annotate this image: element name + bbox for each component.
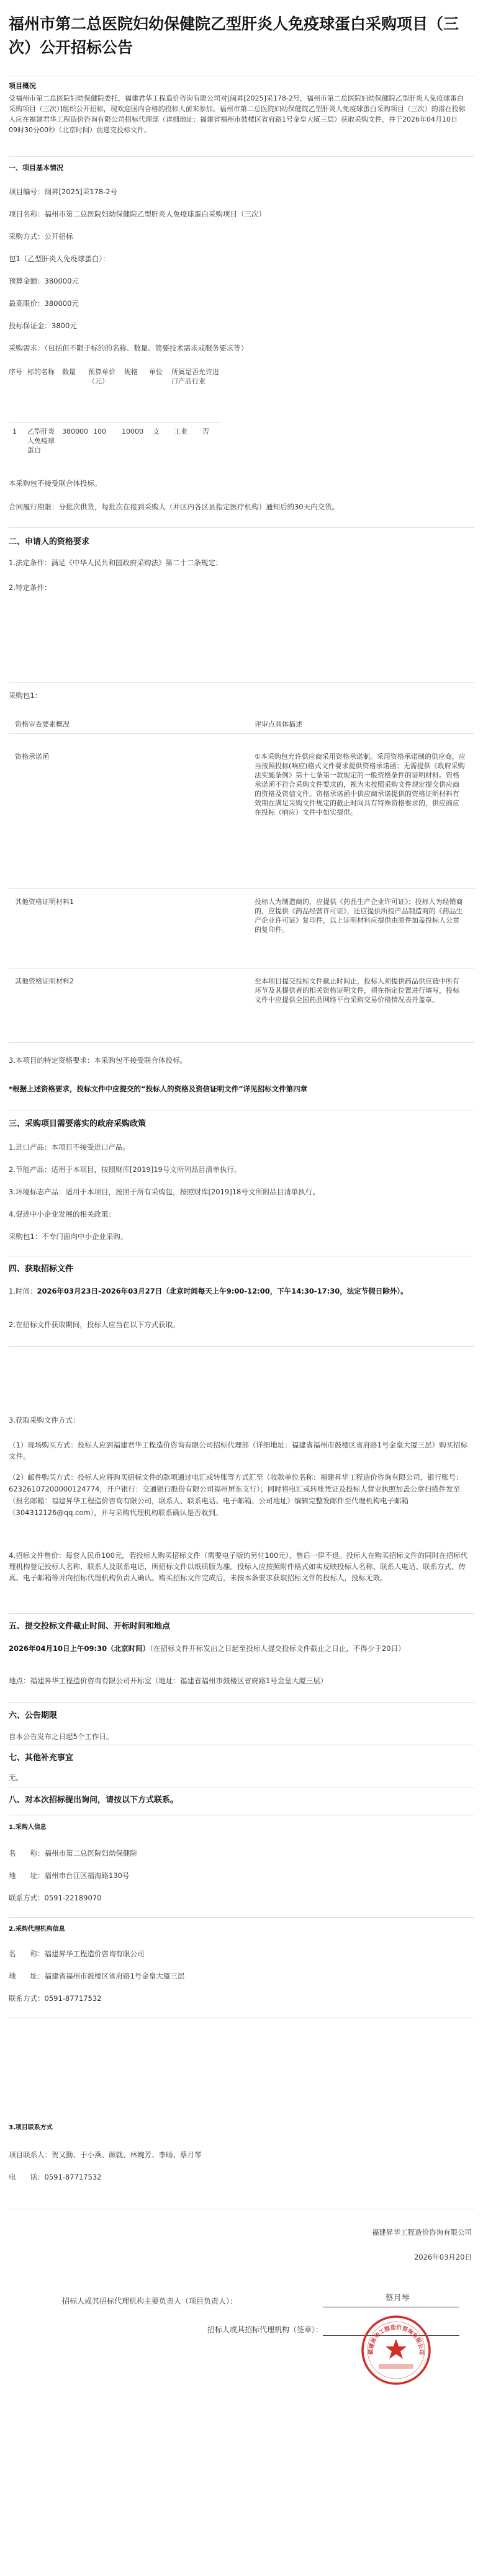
divider [9,888,474,889]
table-head-item: 标的名称 [27,368,55,376]
section-2-heading: 二、申请人的资格要求 [9,537,90,547]
table-cell-qty: 380000 [62,427,88,436]
other-matters: 无。 [9,1773,23,1782]
project-contact-title: 3.项目联系方式 [9,2124,53,2131]
bid-bond: 投标保证金：3800元 [9,321,77,330]
way-onsite: （1）现场购买方式：投标人应到福建君华工程造价咨询有限公司招标代理部（详细地址：福建省福州市鼓楼区省府路1号金皇大厦三层）购买招标文件。 [9,1441,468,1460]
policy-item: 2.节能产品：适用于本项目，按照财库[2019]19号文所列品目清单执行。 [9,1165,242,1174]
table-head-index: 序号 [9,368,22,376]
tender-time-label: 1.时间： [9,1287,37,1295]
table-cell-import: 否 [202,427,209,436]
agency-contact: 联系方式：0591-87717532 [9,1994,102,2003]
package-1-label: 包1（乙型肝炎人免疫球蛋白）： [9,254,110,263]
purchaser-name: 名 称：福州市第二总医院妇幼保健院 [9,1849,137,1858]
table-head-unit: 单位 [149,368,163,376]
agency-name: 名 称：福建昇华工程造价咨询有限公司 [9,1949,145,1958]
agency-info-title: 2.采购代理机构信息 [9,1926,65,1933]
table-cell-index: 1 [12,427,17,436]
section-3-heading: 三、采购项目需要落实的政府采购政策 [9,1119,147,1129]
tender-time [9,1286,468,1297]
divider [9,1917,474,1918]
way-mail: （2）邮件购买方式：投标人应将购买招标文件的款项通过电汇或转账等方式汇至（收款单位名称：福建昇华工程造价咨询有限公司，银行账号：62326107200000124774，开户银行：交通银行股份有限公司福州屏东支行）；同时将电汇或转账凭证及投标人营业执照加盖公章扫描件发至（报名邮箱：福建昇华工程造价咨询有限公司，联系人、联系电话、电子邮箱、公司地址）编辑完整发邮件至代理机构电子邮箱（304312126@qq.com），并与采购代理机构联系确认是否收到。 [9,1473,463,1517]
divider [9,733,474,734]
legal-condition: 1.法定条件：满足《中华人民共和国政府采购法》第二十二条规定； [9,558,223,567]
procurement-requirement: 采购需求：（包括但不限于标的的名称、数量、简要技术需求或服务要求等） [9,344,248,352]
max-price: 最高限价：380000元 [9,299,79,308]
divider [9,682,474,683]
table-cell-unit: 支 [153,427,160,436]
summary-text: 受福州市第二总医院妇幼保健院委托，福建君华工程造价咨询有限公司对[闽昇[2025]采178-2号，福州市第二总医院妇幼保健院乙型肝炎人免疫球蛋白采购项目（三次）]组织公开招标，现欢迎国内合格的投标人前来参加。福州市第二总医院妇幼保健院乙型肝炎人免疫球蛋白采购项目（三次）的潜在投标人应在福建君华工程造价咨询有限公司招标代理部（详细地址：福建省福州市鼓楼区省府路1号金皇大厦三层）获取采购文件，并于2026年04月10日 09时30分00秒（北京时间）前递交投标文件。 [9,94,466,134]
section-1-heading: 一、项目基本情况 [9,164,63,172]
footer-org: 福建昇华工程造价咨询有限公司 [372,2228,472,2237]
policy-item: 采购包1：不专门面向中小企业采购。 [9,1232,128,1241]
policy-item: 4.促进中小企业发展的相关政策： [9,1210,115,1219]
project-name: 项目名称：福州市第二总医院妇幼保健院乙型肝炎人免疫球蛋白采购项目（三次） [9,210,266,218]
project-contacts: 项目联系人：贺又勤、于小燕、颜就、林婉芳、李旸、蔡月琴 [9,2150,202,2159]
agency-address: 地 址：福建省福州市鼓楼区省府路1号金皇大厦三层 [9,1972,185,1980]
divider [9,1346,474,1347]
signature-label-2: 招标人或其招标代理机构（签章）： [207,2325,323,2334]
section-7-heading: 七、其他补充事宜 [9,1753,74,1763]
qual-row-name: 其他资格证明材料1 [15,898,74,906]
table-cell-spec: 10000 [122,427,143,436]
special-condition: 2.特定条件： [9,583,52,592]
signature-label-1: 招标人或其招标代理机构主要负责人（项目负责人）： [62,2297,238,2305]
divider [9,1042,474,1043]
qualification-note: *根据上述资格要求，投标文件中应提交的“投标人的资格及资信证明文件”详见招标文件第四章 [9,1085,308,1093]
qual-row-name: 其他资格证明材料2 [15,977,74,985]
section-4-heading: 四、获取招标文件 [9,1264,74,1274]
company-seal-icon [360,2314,432,2386]
contract-term: 合同履行期限：分批次供货，每批次在接到采购人（并区内各区县指定医疗机构）通知后的30天内交货。 [9,503,340,511]
divider [9,1613,474,1614]
table-cell-industry: 工业 [174,427,187,436]
project-number: 项目编号：闽昇[2025]采178-2号 [9,187,118,196]
divider [9,527,474,528]
package-1-label: 采购包1： [9,691,42,700]
table-head-spec: 规格 [124,368,138,376]
signature-name: 蔡月琴 [385,2294,410,2303]
ways-title: 3.获取采购文件方式： [9,1416,80,1424]
consortium-note: 本采购包不接受联合体投标。 [9,479,102,488]
qual-row-name: 资格承诺函 [15,753,49,761]
tender-place: 2.在招标文件获取期间，投标人应当在以下方式获取。 [9,1320,180,1329]
section-5-heading: 五、提交投标文件截止时间、开标时间和地点 [9,1622,171,1631]
policy-item: 1.进口产品：本项目不接受进口产品。 [9,1143,130,1152]
qual-row-desc: ①本采购包允许供应商采用资格承诺制。采用资格承诺制的供应商，应当按照投标(响应)格式文件要求提供资格承诺函；无需提供《政府采购法实施条例》第十七条第一款规定的一般资格条件的证明材料。资格承诺函不符合采购文件要求的，视为未按照采购文件规定提交供应商的资格及资信文件。资格承诺函中供应商承诺提供的资格证明材料有效期在满足采购文件规定的截止时间具有特殊资格要求的，供应商应在投标（响应）文件中如实提供。 [255,753,466,816]
summary-heading: 项目概况 [9,82,36,90]
divider [9,1702,474,1703]
specific-qualification: 3.本项目的特定资格要求：本采购包不接受联合体投标。 [9,1056,187,1065]
qual-row-desc: 投标人为制造商的，应提供《药品生产企业许可证》；投标人为经销商的，应提供《药品经营许可证》，还应提供所投产品制造商的《药品生产企业许可证》复印件，以上证明材料应提供由原件加盖投标人公章的复印件。 [255,898,463,934]
purchaser-contact: 联系方式：0591-22189070 [9,1894,102,1902]
qual-row-desc: 至本项目提交投标文件截止时间止，投标人须提供药品供应链中所有环节及其提供者的相关资格证明文件，须在指定位置进行填写，投标文件中应提供全国药品网络平台采购交易价格情况表并盖章。 [255,977,459,1004]
tender-price: 4.招标文件售价：每套人民币100元，若投标人购买招标文件（需要电子版的另付100元），售后一律不退。投标人在购买招标文件的同时在招标代理机构登记投标人名称、联系人及联系电话，所招标文件以纸质版为准。投标人应按照附件格式如实反映投标人名称、联系人电话、联系方式、传真、电子邮箱等并向招标代理机构负责人确认。购买招标文件完成后，未按本条要求获取招标文件的投标人，投标无效。 [9,1551,468,1582]
svg-text:福建昇华工程造价咨询有限公司: 福建昇华工程造价咨询有限公司 [368,2324,425,2355]
divider [9,422,222,423]
deadline-time: 2026年04月10日上午09:30（北京时间） [9,1644,150,1653]
table-head-industry: 所属是否允许进口产品行业 [171,368,219,385]
notice-period: 自本公告发布之日起5个工作日。 [9,1732,114,1741]
divider [9,156,474,157]
table-head-unit-price: 预算单价（元） [88,368,115,385]
budget-amount: 预算金额：380000元 [9,277,79,285]
purchaser-info-title: 1.采购人信息 [9,1824,47,1831]
procurement-method: 采购方式：公开招标 [9,232,73,241]
qual-col-b: 评审点具体描述 [255,720,302,728]
table-cell-unit-price: 100 [93,427,106,436]
table-cell-item: 乙型肝炎人免疫球蛋白 [27,427,55,454]
policy-item: 3.环境标志产品：适用于本项目，按照于所有采购包，按照财库[2019]18号文所附品目清单执行。 [9,1187,320,1196]
qual-col-a: 资格审查要素概况 [15,720,70,728]
footer-date: 2026年03月20日 [413,2253,472,2261]
section-6-heading: 六、公告期限 [9,1711,58,1720]
deadline-note: （在招标文件开标发出之日起至投标人提交投标文件截止之日止，不得少于20日） [150,1644,405,1653]
tender-time-value: 2026年03月23日-2026年03月27日（北京时间每天上午9:00-12:00，下午14:30-17:30，法定节假日除外）。 [37,1287,408,1295]
table-head-qty: 数量 [62,368,76,376]
notice-title: 福州市第二总医院妇幼保健院乙型肝炎人免疫球蛋白采购项目（三次）公开招标公告 [9,15,459,56]
project-phone: 电 话：0591-87717532 [9,2173,102,2181]
bid-opening-place: 地点：福建昇华工程造价咨询有限公司开标室（地址：福建省福州市鼓楼区省府路1号金皇大厦三层） [9,1676,328,1685]
section-8-heading: 八、对本次招标提出询问，请按以下方式联系。 [9,1796,179,1805]
purchaser-address: 地 址：福州市台江区福海路130号 [9,1871,130,1880]
